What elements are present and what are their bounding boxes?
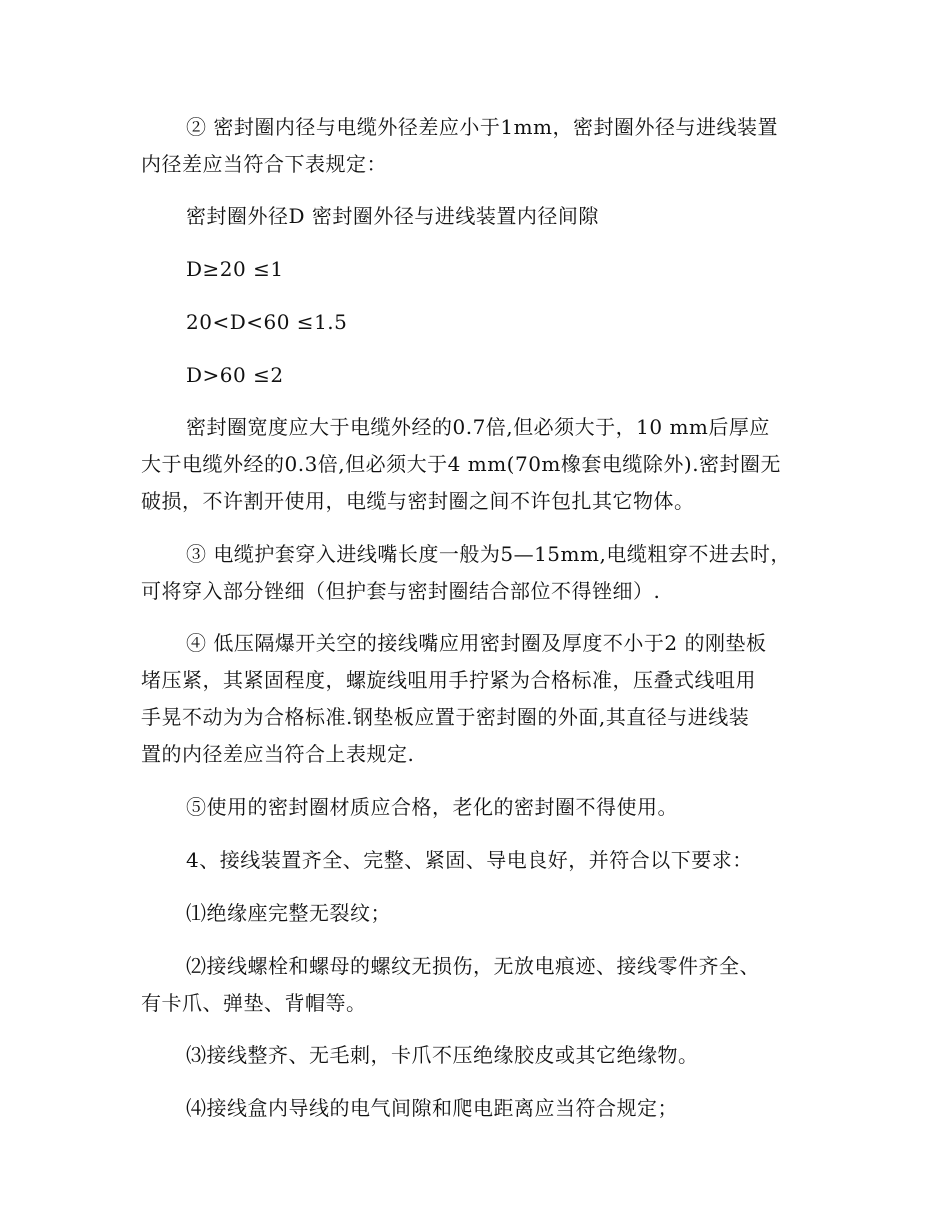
text-line: 内径差应当符合下表规定：: [141, 152, 387, 176]
text-line: ⑵接线螺栓和螺母的螺纹无损伤，无放电痕迹、接线零件齐全、: [186, 954, 760, 978]
text-line: ② 密封圈内径与电缆外径差应小于1mm，密封圈外径与进线装置: [186, 115, 779, 139]
text-line: ⑶接线整齐、无毛刺，卡爪不压绝缘胶皮或其它绝缘物。: [186, 1043, 699, 1067]
text-line: D≥20 ≤1: [186, 257, 284, 281]
text-line: 大于电缆外经的0.3倍,但必须大于4 mm(70m橡套电缆除外).密封圈无: [141, 452, 782, 476]
text-line: 手晃不动为为合格标准.钢垫板应置于密封圈的外面,其直径与进线装: [141, 705, 750, 729]
text-line: D>60 ≤2: [186, 363, 284, 387]
text-line: 置的内径差应当符合上表规定.: [141, 742, 415, 766]
text-line: 20<D<60 ≤1.5: [186, 310, 348, 334]
text-line: ⑷接线盒内导线的电气间隙和爬电距离应当符合规定；: [186, 1096, 678, 1120]
text-line: ④ 低压隔爆开关空的接线嘴应用密封圈及厚度不小于2 的刚垫板: [186, 631, 767, 655]
text-line: 有卡爪、弹垫、背帽等。: [141, 991, 367, 1015]
text-line: 密封圈外径D 密封圈外径与进线装置内径间隙: [186, 204, 599, 228]
text-line: 可将穿入部分锉细（但护套与密封圈结合部位不得锉细）.: [141, 579, 661, 603]
text-line: 破损，不许割开使用，电缆与密封圈之间不许包扎其它物体。: [141, 489, 695, 513]
text-line: 密封圈宽度应大于电缆外经的0.7倍,但必须大于，10 mm后厚应: [186, 415, 770, 439]
text-line: 4、接线装置齐全、完整、紧固、导电良好，并符合以下要求：: [186, 848, 753, 872]
text-line: ⑴绝缘座完整无裂纹；: [186, 901, 391, 925]
text-line: 堵压紧，其紧固程度，螺旋线咀用手拧紧为合格标准，压叠式线咀用: [141, 668, 756, 692]
text-line: ③ 电缆护套穿入进线嘴长度一般为5—15mm,电缆粗穿不进去时，: [186, 542, 791, 566]
text-line: ⑤使用的密封圈材质应合格，老化的密封圈不得使用。: [186, 795, 678, 819]
